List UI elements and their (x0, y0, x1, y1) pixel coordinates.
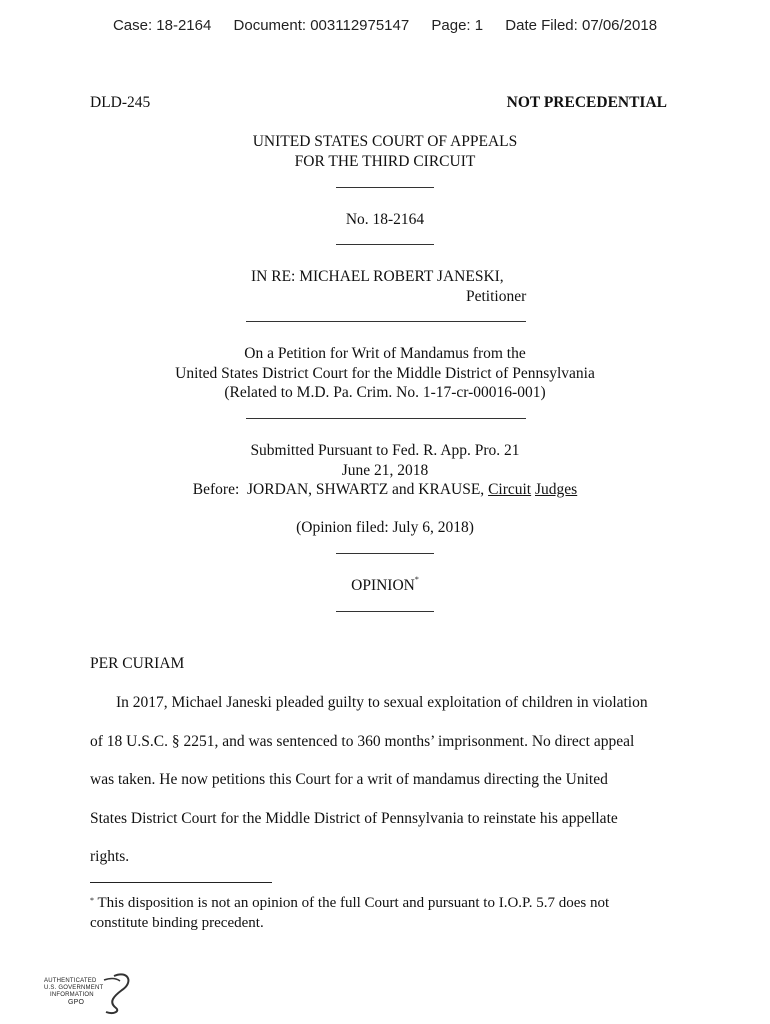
footnote-mark: * (90, 896, 94, 905)
logo-text-line4: GPO (68, 999, 85, 1006)
panel-judges-judges: Judges (535, 481, 578, 498)
precedential-status: NOT PRECEDENTIAL (506, 94, 667, 111)
gpo-authenticated-logo (44, 972, 134, 1016)
opinion-filed-date: (Opinion filed: July 6, 2018) (296, 519, 474, 536)
divider (336, 553, 434, 554)
body-paragraph-line: States District Court for the Middle District of Pennsylvania to reinstate his appellate (90, 810, 618, 827)
case-number-header: Case: 18-2164 (112, 17, 212, 34)
footnote-text-line2: constitute binding precedent. (90, 915, 264, 931)
logo-text-line3: INFORMATION (50, 992, 94, 998)
footnote-divider (90, 882, 272, 883)
footnote-line1 (90, 893, 690, 913)
body-paragraph-line: rights. (90, 848, 130, 865)
caption-party: IN RE: MICHAEL ROBERT JANESKI, (251, 268, 504, 285)
divider (336, 244, 434, 245)
submission-line: Submitted Pursuant to Fed. R. App. Pro. 21 (250, 442, 520, 459)
divider (246, 418, 526, 419)
filing-header (0, 17, 770, 34)
panel-judges (0, 481, 770, 499)
court-name-line1: UNITED STATES COURT OF APPEALS (252, 133, 518, 150)
divider (336, 611, 434, 612)
case-number: No. 18-2164 (345, 211, 425, 228)
opinion-title-text: OPINION (351, 577, 415, 594)
per-curiam: PER CURIAM (90, 655, 185, 672)
page-number-header: Page: 1 (431, 17, 484, 34)
petition-line1: On a Petition for Writ of Mandamus from the (244, 345, 526, 362)
body-paragraph-line: of 18 U.S.C. § 2251, and was sentenced to 360 months’ imprisonment. No direct appeal (90, 733, 635, 750)
divider (246, 321, 526, 322)
document-number-header: Document: 003112975147 (233, 17, 410, 34)
logo-text-line2: U.S. GOVERNMENT (44, 985, 104, 991)
petition-line3: (Related to M.D. Pa. Crim. No. 1-17-cr-00016-001) (224, 384, 546, 401)
logo-text-line1: AUTHENTICATED (44, 978, 97, 984)
date-filed-header: Date Filed: 07/06/2018 (505, 17, 658, 34)
docket-code: DLD-245 (90, 94, 151, 111)
court-name-line2: FOR THE THIRD CIRCUIT (294, 153, 476, 170)
footnote-marker: * (414, 575, 419, 584)
panel-judges-prefix: Before: JORDAN, SHWARTZ and KRAUSE, (192, 481, 489, 498)
submission-date: June 21, 2018 (341, 462, 429, 479)
footnote-text-line1: This disposition is not an opinion of the full Court and pursuant to I.O.P. 5.7 does not (94, 895, 610, 911)
divider (336, 187, 434, 188)
body-paragraph-line: In 2017, Michael Janeski pleaded guilty to sexual exploitation of children in violation (116, 694, 648, 711)
opinion-title (0, 577, 770, 595)
eagle-wing-icon (104, 979, 120, 981)
panel-judges-circuit: Circuit (488, 481, 532, 498)
caption-role: Petitioner (466, 288, 527, 305)
petition-line2: United States District Court for the Middle District of Pennsylvania (175, 365, 595, 382)
body-paragraph-line: was taken. He now petitions this Court for a writ of mandamus directing the United (90, 771, 608, 788)
